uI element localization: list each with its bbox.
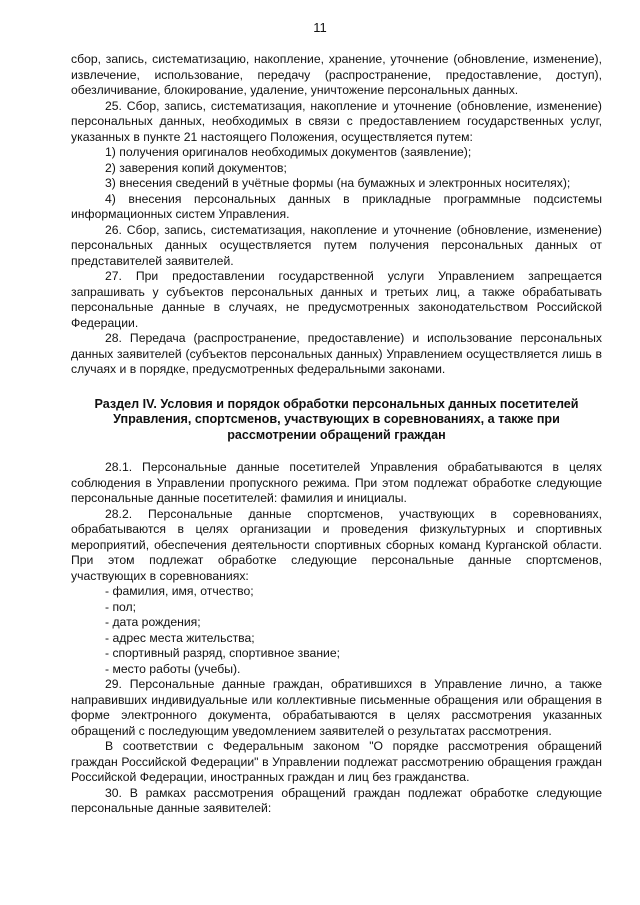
- page-number: 11: [313, 20, 327, 35]
- list-item-dash: - адрес места жительства;: [105, 630, 255, 645]
- section-heading-line: Управления, спортсменов, участвующих в соревнованиях, а также при: [113, 412, 560, 426]
- paragraph-27: 27. При предоставлении государственной услуги Управлением запрещается запрашивать у субъектов персональных данных и третьих лиц, а также обрабатывать персональные данные в случаях, не предусмотренных законодательством Российской Федерации.: [71, 269, 602, 330]
- list-item-25-1: 1) получения оригиналов необходимых документов (заявление);: [105, 145, 472, 159]
- section-heading-line: Раздел IV. Условия и порядок обработки персональных данных посетителей: [94, 396, 579, 411]
- paragraph-29-law: В соответствии с Федеральным законом "О порядке рассмотрения обращений граждан Российской Федерации" в Управлении подлежат рассмотрению обращения граждан Российской Федерации, иностранных граждан и лиц без гражданства.: [71, 739, 602, 784]
- list-item-dash: - спортивный разряд, спортивное звание;: [105, 646, 341, 660]
- list-item-dash: - дата рождения;: [105, 615, 201, 629]
- paragraph-continuation: сбор, запись, систематизацию, накопление, хранение, уточнение (обновление, изменение), извлечение, использование, передачу (распространение, предоставление, доступ), обезличивание, блокирование, удаление, уничтожение персональных данных.: [71, 52, 602, 97]
- paragraph-28-2: 28.2. Персональные данные спортсменов, участвующих в соревнованиях, обрабатываются в целях организации и проведения физкультурных и спортивных мероприятий, обеспечения деятельности спортивных сборных команд Курганской области. При этом подлежат обработке следующие персональные данные спортсменов, участвующих в соревнованиях:: [71, 506, 602, 583]
- document-body: [71, 52, 602, 817]
- paragraph-26: 26. Сбор, запись, систематизация, накопление и уточнение (обновление, изменение) персональных данных осуществляется путем получения персональных данных от представителей заявителей.: [71, 222, 602, 268]
- list-item-dash: - пол;: [105, 599, 137, 614]
- paragraph-25: 25. Сбор, запись, систематизация, накопление и уточнение (обновление, изменение) персональных данных, необходимых в связи с предоставлением государственных услуг, указанных в пункте 21 настоящего Положения, осуществляется путем:: [71, 98, 602, 144]
- list-item-25-4: 4) внесения персональных данных в прикладные программные подсистемы информационных систем Управления.: [71, 191, 602, 221]
- paragraph-30: 30. В рамках рассмотрения обращений граждан подлежат обработке следующие персональные данные заявителей:: [71, 785, 602, 815]
- paragraph-28: 28. Передача (распространение, предоставление) и использование персональных данных заявителей (субъектов персональных данных) Управлением осуществляется лишь в случаях и в порядке, предусмотренных федеральными законами.: [71, 331, 602, 376]
- paragraph-28-1: 28.1. Персональные данные посетителей Управления обрабатываются в целях соблюдения в Управлении пропускного режима. При этом подлежат обработке следующие персональные данные посетителей: фамилия и инициалы.: [71, 460, 602, 505]
- list-item-25-3: 3) внесения сведений в учётные формы (на бумажных и электронных носителях);: [105, 176, 571, 190]
- list-item-dash: - фамилия, имя, отчество;: [105, 584, 254, 598]
- section-heading-line: рассмотрении обращений граждан: [227, 427, 446, 442]
- paragraph-29: 29. Персональные данные граждан, обратившихся в Управление лично, а также направивших индивидуальные или коллективные письменные обращения или обращения в форме электронного документа, обрабатываются в целях рассмотрения указанных обращений с последующим уведомлением заявителей о результатах рассмотрения.: [71, 677, 602, 738]
- list-item-25-2: 2) заверения копий документов;: [105, 160, 287, 175]
- section-heading: [71, 397, 602, 444]
- list-item-dash: - место работы (учебы).: [105, 661, 241, 676]
